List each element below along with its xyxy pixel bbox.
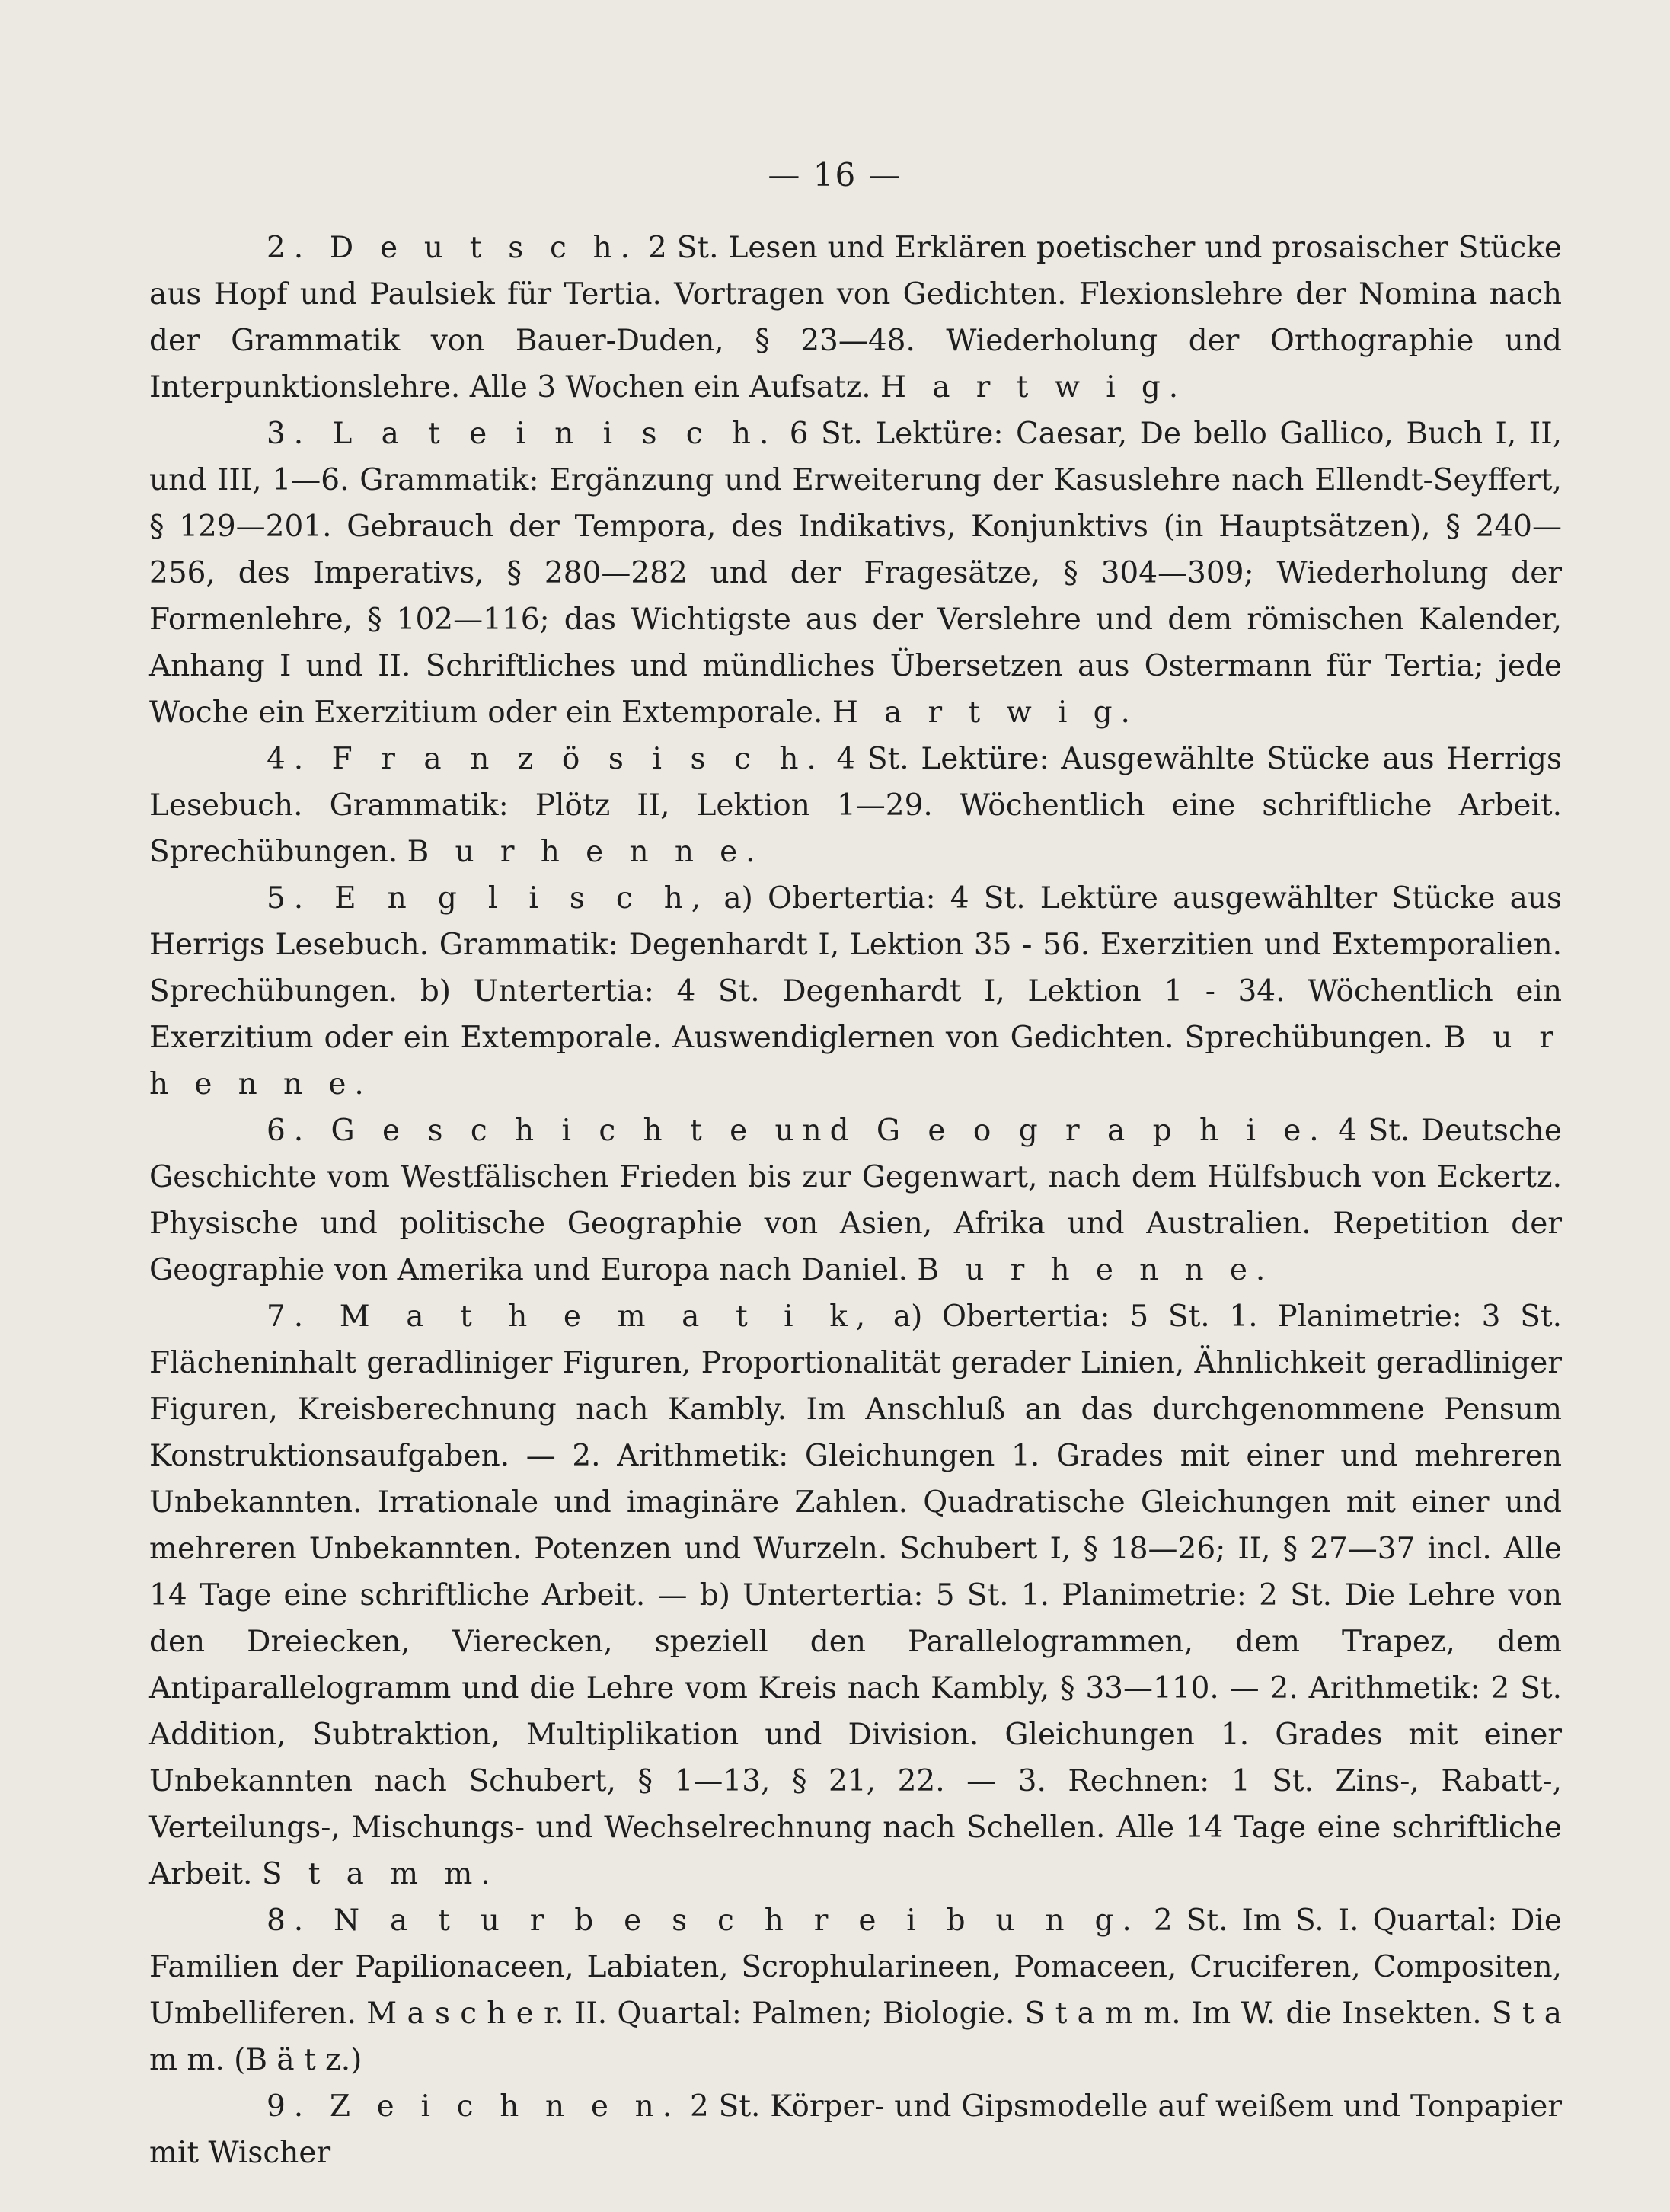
page-number: — 16 — <box>768 156 902 193</box>
section-franzoesisch <box>149 736 1562 875</box>
section-mathematik <box>149 1293 1562 1897</box>
section-title: 8. N a t u r b e s c h r e i b u n g. <box>267 1904 1140 1938</box>
section-lateinisch <box>149 411 1562 736</box>
section-teacher: B u r h e n n e. <box>407 835 764 869</box>
section-body: 2 St. Im S. I. Quartal: Die Familien der Papilionaceen, Labiaten, Scrophularineen, Pomaceen, Cruciferen, Compositen, Umbelliferen. M a s c h e r. II. Quartal: Palmen; Biologie. S t a m m. Im W. die Insekten. S t a m m. (B ä t z.) <box>149 1904 1562 2077</box>
section-title: 9. Z e i c h n e n. <box>267 2089 681 2124</box>
section-teacher: H a r t w i g. <box>880 370 1187 404</box>
section-body: 2 St. Lesen und Erklären poetischer und prosaischer Stücke aus Hopf und Paulsiek für Tertia. Vortragen von Gedichten. Flexionslehre der Nomina nach der Grammatik von Bauer-Duden, § 23—48. Wiederholung der Orthographie und Interpunktionslehre. Alle 3 Wochen ein Aufsatz. <box>149 231 1562 404</box>
section-title: 2. D e u t s c h. <box>267 231 638 265</box>
section-body: 6 St. Lektüre: Caesar, De bello Gallico, Buch I, II, und III, 1—6. Grammatik: Ergänzung und Erweiterung der Kasuslehre nach Ellendt-Seyffert, § 129—201. Gebrauch der Tempora, des Indikativs, Konjunktivs (in Hauptsätzen), § 240—256, des Imperativs, § 280—282 und der Fragesätze, § 304—309; Wiederholung der Formenlehre, § 102—116; das Wichtigste aus der Verslehre und dem römischen Kalender, Anhang I und II. Schriftliches und mündliches Übersetzen aus Ostermann für Tertia; jede Woche ein Exerzitium oder ein Extemporale. <box>149 417 1562 730</box>
section-body: 4 St. Lektüre: Ausgewählte Stücke aus Herrigs Lesebuch. Grammatik: Plötz II, Lektion 1—29. Wöchentlich eine schriftliche Arbeit. Sprechübungen. <box>149 742 1562 869</box>
section-teacher: B u r h e n n e. <box>917 1253 1274 1287</box>
section-body: a) Obertertia: 5 St. 1. Planimetrie: 3 St. Flächeninhalt geradliniger Figuren, Proportionalität gerader Linien, Ähnlichkeit geradliniger Figuren, Kreisberechnung nach Kambly. Im Anschluß an das durchgenommene Pensum Konstruktionsaufgaben. — 2. Arithmetik: Gleichungen 1. Grades mit einer und mehreren Unbekannten. Irrationale und imaginäre Zahlen. Quadratische Gleichungen mit einer und mehreren Unbekannten. Potenzen und Wurzeln. Schubert I, § 18—26; II, § 27—37 incl. Alle 14 Tage eine schriftliche Arbeit. — b) Untertertia: 5 St. 1. Planimetrie: 2 St. Die Lehre von den Dreiecken, Vierecken, speziell den Parallelogrammen, dem Trapez, dem Antiparallelogramm und die Lehre vom Kreis nach Kambly, § 33—110. — 2. Arithmetik: 2 St. Addition, Subtraktion, Multiplikation und Division. Gleichungen 1. Grades mit einer Unbekannten nach Schubert, § 1—13, § 21, 22. — 3. Rechnen: 1 St. Zins-, Rabatt-, Verteilungs-, Mischungs- und Wechselrechnung nach Schellen. Alle 14 Tage eine schriftliche Arbeit. <box>149 1299 1562 1891</box>
section-teacher: S t a m m. <box>261 1857 499 1891</box>
section-zeichnen <box>149 2083 1562 2176</box>
section-title: 7. M a t h e m a t i k, <box>267 1299 874 1334</box>
section-body: 4 St. Deutsche Geschichte vom Westfälischen Frieden bis zur Gegenwart, nach dem Hülfsbuch von Eckertz. Physische und politische Geographie von Asien, Afrika und Australien. Repetition der Geographie von Amerika und Europa nach Daniel. <box>149 1114 1562 1287</box>
section-title: 3. L a t e i n i s c h. <box>267 417 778 451</box>
section-title: 6. G e s c h i c h t e und G e o g r a p h i e. <box>267 1114 1327 1148</box>
section-title: 4. F r a n z ö s i s c h. <box>267 742 825 776</box>
section-body: a) Obertertia: 4 St. Lektüre ausgewählter Stücke aus Herrigs Lesebuch. Grammatik: Degenhardt I, Lektion 35 - 56. Exerzitien und Extemporalien. Sprechübungen. b) Untertertia: 4 St. Degenhardt I, Lektion 1 - 34. Wöchentlich ein Exerzitium oder ein Extemporale. Auswendiglernen von Gedichten. Sprechübungen. <box>149 881 1562 1055</box>
section-englisch <box>149 875 1562 1108</box>
section-teacher: B u r h e n n e. <box>149 1021 1562 1101</box>
section-naturbeschreibung <box>149 1897 1562 2083</box>
section-teacher: H a r t w i g. <box>832 695 1138 730</box>
section-body: 2 St. Körper- und Gipsmodelle auf weißem und Tonpapier mit Wischer <box>149 2089 1562 2170</box>
section-title: 5. E n g l i s c h, <box>267 881 710 916</box>
section-geschichte-geographie <box>149 1108 1562 1293</box>
section-deutsch <box>149 225 1562 411</box>
document-body <box>149 225 1562 2176</box>
